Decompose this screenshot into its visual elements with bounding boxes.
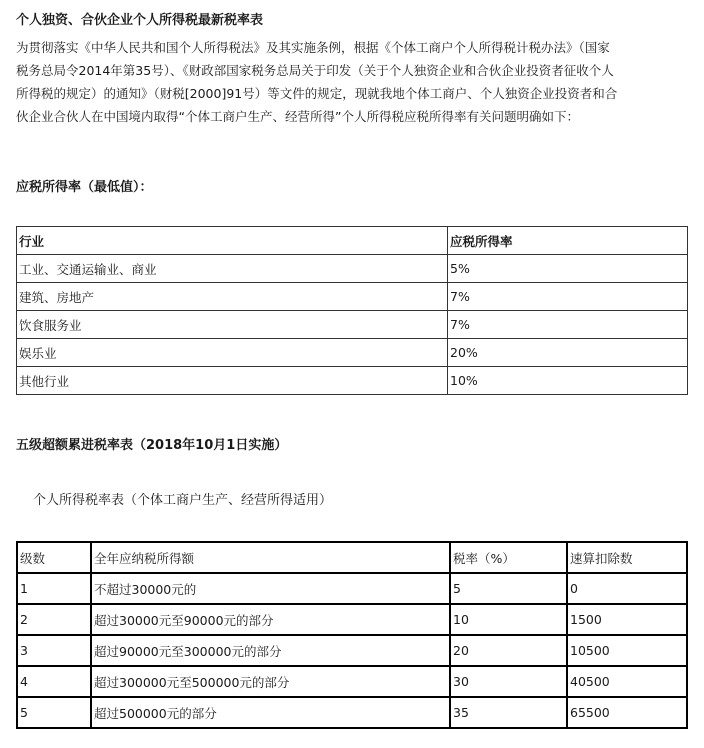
industry-cell: 其他行业 [17, 367, 448, 395]
table-row [17, 339, 688, 367]
table-row [17, 573, 687, 604]
rate-cell: 10% [448, 367, 688, 395]
header-cell: 级数 [17, 542, 91, 573]
table-header-row [17, 227, 688, 255]
rate-cell: 7% [448, 283, 688, 311]
tax-rate-cell: 35 [450, 697, 567, 728]
level-cell: 1 [17, 573, 91, 604]
rate-cell: 5% [448, 255, 688, 283]
deduction-cell: 40500 [567, 666, 687, 697]
income-range-cell: 超过500000元的部分 [91, 697, 450, 728]
header-cell: 全年应纳税所得额 [91, 542, 450, 573]
header-cell: 速算扣除数 [567, 542, 687, 573]
intro-line: 所得税的规定）的通知》（财税[2000]91号）等文件的规定，现就我地个体工商户、个人独资企业投资者和合 [16, 86, 618, 101]
tax-rate-cell: 10 [450, 604, 567, 635]
deduction-cell: 1500 [567, 604, 687, 635]
income-range-cell: 超过300000元至500000元的部分 [91, 666, 450, 697]
deduction-cell: 65500 [567, 697, 687, 728]
table-row [17, 697, 687, 728]
intro-paragraph [16, 36, 696, 128]
industry-cell: 建筑、房地产 [17, 283, 448, 311]
industry-cell: 饮食服务业 [17, 311, 448, 339]
table-header-row [17, 542, 687, 573]
section-heading-progressive: 五级超额累进税率表（2018年10月1日实施） [16, 438, 288, 453]
level-cell: 3 [17, 635, 91, 666]
table-row [17, 666, 687, 697]
intro-line: 为贯彻落实《中华人民共和国个人所得税法》及其实施条例，根据《个体工商户个人所得税计税办法》（国家 [16, 40, 610, 55]
progressive-tax-table [16, 541, 688, 729]
tax-rate-cell: 5 [450, 573, 567, 604]
header-cell: 税率（%） [450, 542, 567, 573]
table-subtitle: 个人所得税率表（个体工商户生产、经营所得适用） [33, 493, 333, 508]
income-range-cell: 超过90000元至300000元的部分 [91, 635, 450, 666]
tax-rate-cell: 30 [450, 666, 567, 697]
table-row [17, 604, 687, 635]
industry-cell: 娱乐业 [17, 339, 448, 367]
income-range-cell: 不超过30000元的 [91, 573, 450, 604]
income-range-cell: 超过30000元至90000元的部分 [91, 604, 450, 635]
table-row [17, 283, 688, 311]
deduction-cell: 0 [567, 573, 687, 604]
intro-line: 伙企业合伙人在中国境内取得“个体工商户生产、经营所得”个人所得税应税所得率有关问题明确如下： [16, 109, 579, 124]
industry-cell: 工业、交通运输业、商业 [17, 255, 448, 283]
rate-cell: 20% [448, 339, 688, 367]
table-row [17, 255, 688, 283]
rate-cell: 7% [448, 311, 688, 339]
page-title: 个人独资、合伙企业个人所得税最新税率表 [16, 13, 264, 28]
table-row [17, 311, 688, 339]
deduction-cell: 10500 [567, 635, 687, 666]
level-cell: 5 [17, 697, 91, 728]
table-row [17, 635, 687, 666]
header-cell: 行业 [17, 227, 448, 255]
level-cell: 2 [17, 604, 91, 635]
level-cell: 4 [17, 666, 91, 697]
section-heading-rates: 应税所得率（最低值）： [16, 180, 153, 195]
industry-rate-table [16, 226, 688, 395]
header-cell: 应税所得率 [448, 227, 688, 255]
tax-rate-cell: 20 [450, 635, 567, 666]
table-row [17, 367, 688, 395]
intro-line: 税务总局令2014年第35号）、《财政部国家税务总局关于印发（关于个人独资企业和合伙企业投资者征收个人 [16, 63, 614, 78]
